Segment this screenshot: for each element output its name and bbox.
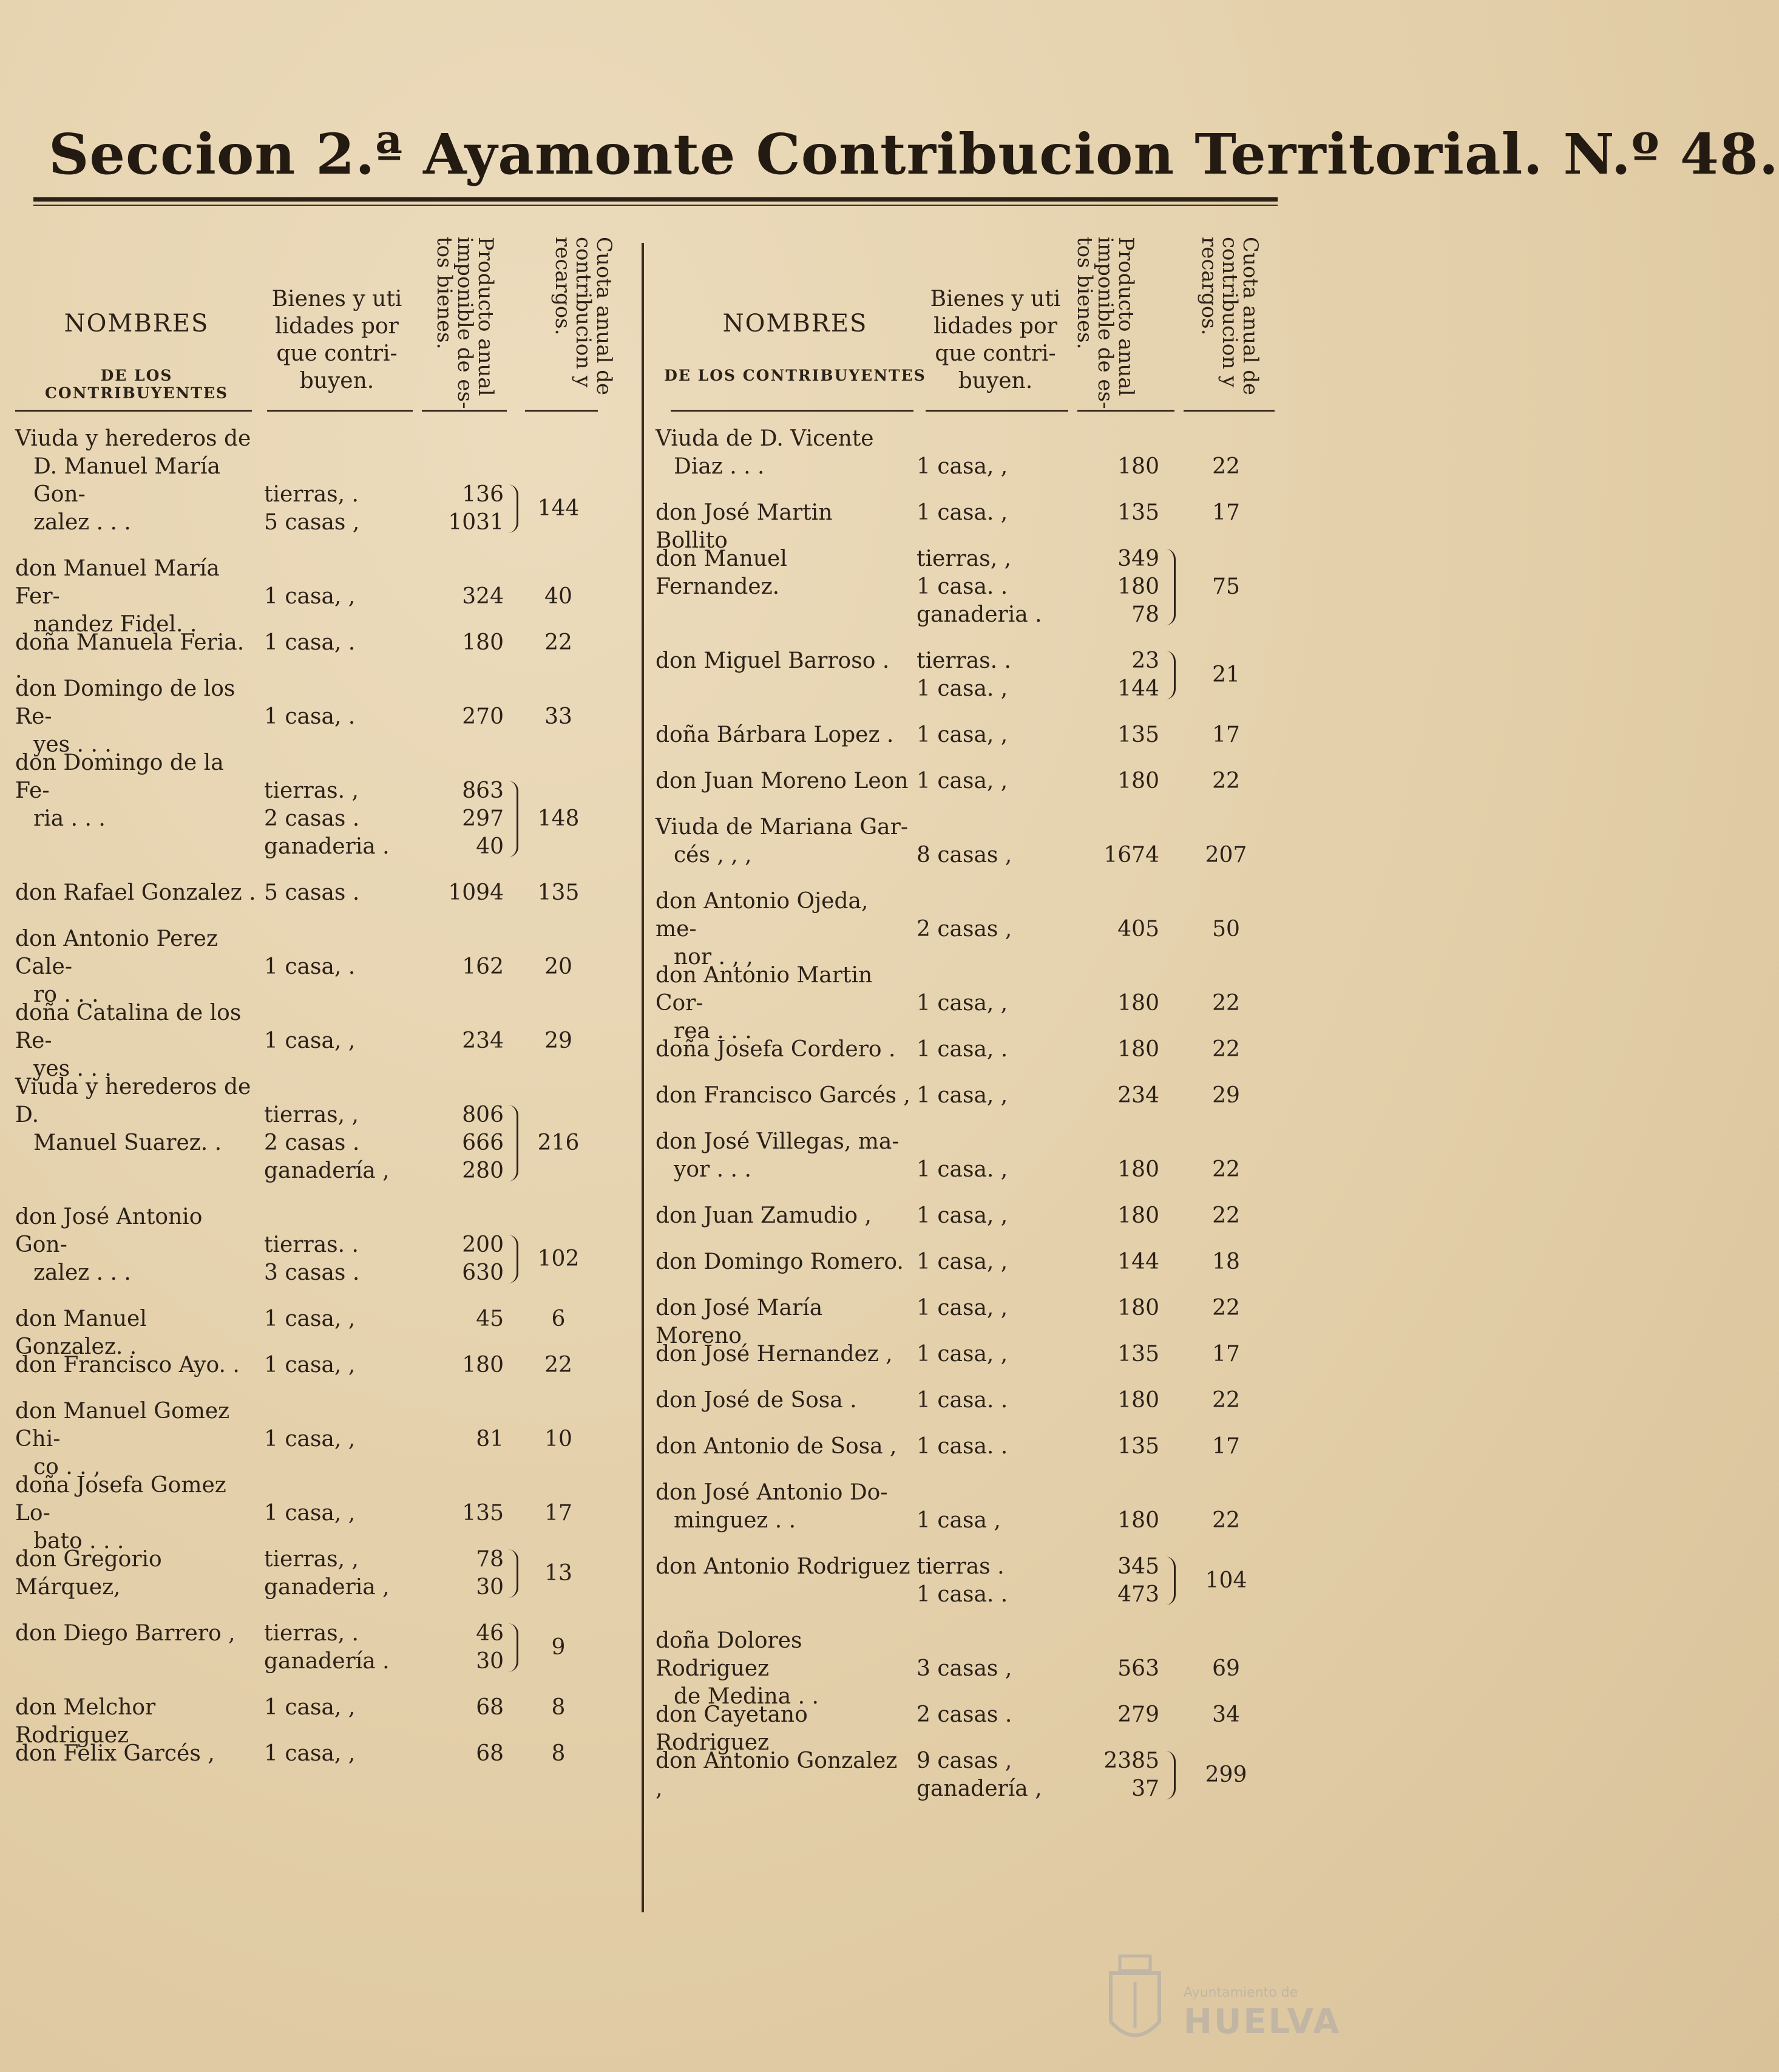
goods-cell: 1 casa. . xyxy=(917,1434,1008,1459)
producto-cell: 180 xyxy=(1117,769,1159,793)
cuota-cell: 20 xyxy=(544,954,572,979)
goods-cell: 1 casa, , xyxy=(264,1028,356,1053)
contributor-name: don Melchor Rodriguez xyxy=(15,1695,156,1748)
table-row xyxy=(656,1202,1308,1230)
table-row xyxy=(15,749,616,861)
header-producto: Producto anual imponible de es- tos bienes. xyxy=(1072,237,1138,409)
table-row xyxy=(15,629,616,683)
table-row xyxy=(15,555,616,637)
cuota-cell: 299 xyxy=(1205,1762,1247,1787)
producto-cell: 78 30 xyxy=(476,1547,504,1600)
contributor-name: don Juan Moreno Leon xyxy=(656,769,909,793)
cuota-cell: 50 xyxy=(1212,917,1240,942)
contributor-name: doña Bárbara Lopez . xyxy=(656,722,894,747)
contributor-name: don Felix Garcés , xyxy=(15,1741,215,1766)
contributor-name: don José Villegas, ma- yor . . . xyxy=(656,1129,900,1182)
cuota-cell: 10 xyxy=(544,1427,572,1452)
producto-cell: 806 666 280 xyxy=(462,1102,504,1183)
table-row xyxy=(656,814,1308,869)
producto-cell: 144 xyxy=(1117,1249,1159,1274)
table-row xyxy=(656,1248,1308,1276)
contributor-name: Viuda y herederos de D. Manuel Suarez. . xyxy=(15,1075,251,1155)
column-separator xyxy=(642,243,644,1912)
table-row xyxy=(15,1472,616,1554)
contributor-name: don Antonio de Sosa , xyxy=(656,1434,897,1459)
table-row xyxy=(15,675,616,757)
contributor-name: don Antonio Gonzalez , xyxy=(656,1748,898,1801)
contributor-name: don Antonio Rodriguez xyxy=(656,1554,910,1579)
cuota-cell: 8 xyxy=(551,1741,566,1766)
goods-cell: 3 casas , xyxy=(917,1656,1012,1681)
brace xyxy=(1165,549,1176,625)
right-column xyxy=(656,219,1308,1821)
goods-cell: tierras, . ganadería . xyxy=(264,1621,390,1674)
right-header xyxy=(656,219,1308,425)
goods-cell: 2 casas . xyxy=(917,1702,1012,1727)
producto-cell: 180 xyxy=(1117,1157,1159,1182)
left-column xyxy=(15,219,616,1786)
table-row xyxy=(656,1036,1308,1064)
cuota-cell: 22 xyxy=(1212,1203,1240,1228)
header-names: NOMBRES DE LOS CONTRIBUYENTES xyxy=(45,310,228,402)
producto-cell: 180 xyxy=(1117,454,1159,479)
table-row xyxy=(656,1701,1308,1755)
goods-cell: 1 casa, , xyxy=(917,1342,1008,1367)
goods-cell: 1 casa, . xyxy=(917,1037,1008,1062)
table-row xyxy=(15,999,616,1081)
right-rows xyxy=(656,425,1308,1803)
table-row xyxy=(656,1553,1308,1609)
left-rows xyxy=(15,425,616,1768)
contributor-name: doña Catalina de los Re- yes . . . xyxy=(15,1000,242,1081)
cuota-cell: 40 xyxy=(544,584,572,609)
table-row xyxy=(15,1203,616,1287)
producto-cell: 863 297 40 xyxy=(462,778,504,859)
table-row xyxy=(656,1294,1308,1348)
table-row xyxy=(656,425,1308,481)
contributor-name: Viuda y herederos de D. Manuel María Gon- zalez . . . xyxy=(15,426,251,535)
producto-cell: 68 xyxy=(476,1741,504,1766)
producto-cell: 180 xyxy=(462,630,504,655)
contributor-name: don Manuel Gomez Chi- co . . , xyxy=(15,1399,230,1479)
goods-cell: 1 casa. . xyxy=(917,1388,1008,1413)
producto-cell: 345 473 xyxy=(1117,1554,1159,1607)
producto-cell: 136 1031 xyxy=(448,482,504,535)
cuota-cell: 17 xyxy=(1212,1342,1240,1367)
contributor-name: Viuda de Mariana Gar- cés , , , xyxy=(656,815,909,868)
goods-cell: 1 casa, , xyxy=(264,584,356,609)
producto-cell: 68 xyxy=(476,1695,504,1720)
cuota-cell: 22 xyxy=(1212,1157,1240,1182)
producto-cell: 81 xyxy=(476,1427,504,1452)
producto-cell: 2385 37 xyxy=(1103,1748,1159,1801)
brace xyxy=(1165,651,1176,699)
table-row xyxy=(15,879,616,907)
producto-cell: 180 xyxy=(462,1353,504,1377)
seal-city: HUELVA xyxy=(1184,2002,1341,2042)
table-row xyxy=(656,1479,1308,1535)
goods-cell: 1 casa, , xyxy=(917,454,1008,479)
cuota-cell: 22 xyxy=(1212,1296,1240,1320)
header-cuota: Cuota anual de contribucion y recargos. xyxy=(1197,237,1262,396)
producto-cell: 135 xyxy=(1117,1434,1159,1459)
producto-cell: 180 xyxy=(1117,1037,1159,1062)
goods-cell: 1 casa. , xyxy=(917,1157,1008,1182)
table-row xyxy=(656,647,1308,703)
contributor-name: don José Antonio Do- minguez . . xyxy=(656,1480,888,1533)
cuota-cell: 22 xyxy=(1212,454,1240,479)
table-row xyxy=(656,499,1308,553)
producto-cell: 135 xyxy=(1117,1342,1159,1367)
title-rule xyxy=(33,197,1278,202)
contributor-name: don Antonio Martin Cor- rea . . . xyxy=(656,963,873,1044)
producto-cell: 1094 xyxy=(448,880,504,905)
goods-cell: 9 casas , ganadería , xyxy=(917,1748,1042,1801)
contributor-name: don José María Moreno xyxy=(656,1296,823,1348)
goods-cell: 2 casas , xyxy=(917,917,1012,942)
header-names: NOMBRES DE LOS CONTRIBUYENTES xyxy=(664,310,926,384)
producto-cell: 349 180 78 xyxy=(1117,546,1159,627)
contributor-name: don Miguel Barroso . xyxy=(656,648,890,673)
cuota-cell: 17 xyxy=(1212,722,1240,747)
contributor-name: don José Hernandez , xyxy=(656,1342,893,1367)
table-row xyxy=(15,1073,616,1185)
table-row xyxy=(15,1620,616,1676)
cuota-cell: 17 xyxy=(544,1501,572,1526)
brace xyxy=(508,1623,518,1672)
cuota-cell: 69 xyxy=(1212,1656,1240,1681)
left-header xyxy=(15,219,616,425)
contributor-name: Viuda de D. Vicente Diaz . . . xyxy=(656,426,874,479)
cuota-cell: 17 xyxy=(1212,1434,1240,1459)
cuota-cell: 144 xyxy=(537,496,580,521)
brace xyxy=(508,1235,518,1283)
cuota-cell: 216 xyxy=(537,1130,580,1155)
goods-cell: tierras, , 2 casas . ganadería , xyxy=(264,1102,390,1183)
producto-cell: 180 xyxy=(1117,1296,1159,1320)
cuota-cell: 22 xyxy=(1212,1037,1240,1062)
goods-cell: tierras. . 1 casa. , xyxy=(917,648,1011,701)
contributor-name: don José de Sosa . xyxy=(656,1388,857,1413)
goods-cell: 1 casa, . xyxy=(264,630,356,655)
producto-cell: 162 xyxy=(462,954,504,979)
header-bienes: Bienes y uti lidades por que contri- buyen. xyxy=(930,287,1061,393)
table-row xyxy=(656,1747,1308,1803)
brace xyxy=(508,1549,518,1598)
cuota-cell: 102 xyxy=(537,1246,580,1271)
cuota-cell: 22 xyxy=(1212,1508,1240,1533)
goods-cell: 1 casa, , xyxy=(264,1353,356,1377)
goods-cell: 1 casa, , xyxy=(917,1296,1008,1320)
brace xyxy=(1165,1751,1176,1799)
contributor-name: doña Dolores Rodriguez de Medina . . xyxy=(656,1628,819,1709)
cuota-cell: 22 xyxy=(1212,991,1240,1016)
cuota-cell: 34 xyxy=(1212,1702,1240,1727)
contributor-name: doña Manuela Feria. . xyxy=(15,630,245,683)
cuota-cell: 22 xyxy=(544,630,572,655)
goods-cell: tierras, , ganaderia , xyxy=(264,1547,390,1600)
contributor-name: don Manuel Gonzalez. . xyxy=(15,1306,147,1359)
table-row xyxy=(15,1351,616,1379)
coat-of-arms-icon xyxy=(1099,1949,1171,2052)
cuota-cell: 33 xyxy=(544,704,572,729)
cuota-cell: 8 xyxy=(551,1695,566,1720)
contributor-name: don Cayetano Rodriguez xyxy=(656,1702,808,1755)
contributor-name: don Domingo Romero. xyxy=(656,1249,904,1274)
table-row xyxy=(656,545,1308,629)
producto-cell: 135 xyxy=(462,1501,504,1526)
producto-cell: 200 630 xyxy=(462,1232,504,1285)
contributor-name: doña Josefa Gomez Lo- bato . . . xyxy=(15,1473,226,1554)
table-row xyxy=(15,1694,616,1748)
goods-cell: 1 casa. , xyxy=(917,500,1008,525)
goods-cell: 1 casa, . xyxy=(264,704,356,729)
brace xyxy=(1165,1557,1176,1605)
contributor-name: don Francisco Garcés , xyxy=(656,1083,910,1108)
producto-cell: 324 xyxy=(462,584,504,609)
brace xyxy=(508,781,518,857)
header-producto: Producto anual imponible de es- tos bienes. xyxy=(432,237,498,409)
cuota-cell: 207 xyxy=(1205,843,1247,868)
brace xyxy=(508,1105,518,1181)
goods-cell: 8 casas , xyxy=(917,843,1012,868)
cuota-cell: 22 xyxy=(1212,769,1240,793)
cuota-cell: 22 xyxy=(1212,1388,1240,1413)
table-row xyxy=(656,962,1308,1044)
producto-cell: 563 xyxy=(1117,1656,1159,1681)
contributor-name: don Juan Zamudio , xyxy=(656,1203,872,1228)
contributor-name: doña Josefa Cordero . xyxy=(656,1037,896,1062)
producto-cell: 180 xyxy=(1117,1203,1159,1228)
contributor-name: don Rafael Gonzalez . xyxy=(15,880,256,905)
goods-cell: 5 casas . xyxy=(264,880,360,905)
table-row xyxy=(656,888,1308,970)
goods-cell: 1 casa, , xyxy=(917,769,1008,793)
table-row xyxy=(15,1546,616,1602)
cuota-cell: 9 xyxy=(551,1635,566,1660)
table-row xyxy=(15,1305,616,1359)
cuota-cell: 13 xyxy=(544,1561,572,1586)
goods-cell: 1 casa, . xyxy=(264,954,356,979)
table-row xyxy=(656,767,1308,795)
huelva-seal xyxy=(1099,1949,1341,2058)
contributor-name: don Manuel María Fer- nandez Fidel. . xyxy=(15,556,220,637)
cuota-cell: 29 xyxy=(1212,1083,1240,1108)
goods-cell: 1 casa, , xyxy=(917,722,1008,747)
producto-cell: 234 xyxy=(1117,1083,1159,1108)
table-row xyxy=(656,1082,1308,1110)
table-row xyxy=(656,1433,1308,1461)
producto-cell: 234 xyxy=(462,1028,504,1053)
goods-cell: tierras. , 2 casas . ganaderia . xyxy=(264,778,390,859)
goods-cell: 1 casa , xyxy=(917,1508,1001,1533)
table-row xyxy=(15,1398,616,1479)
goods-cell: tierras. . 3 casas . xyxy=(264,1232,360,1285)
title-rule-thin xyxy=(33,205,1278,206)
goods-cell: tierras . 1 casa. . xyxy=(917,1554,1008,1607)
cuota-cell: 17 xyxy=(1212,500,1240,525)
table-row xyxy=(656,1340,1308,1368)
goods-cell: tierras, , 1 casa. . ganaderia . xyxy=(917,546,1042,627)
contributor-name: don Domingo de la Fe- ria . . . xyxy=(15,750,224,831)
goods-cell: 1 casa, , xyxy=(917,991,1008,1016)
table-row xyxy=(656,721,1308,749)
goods-cell: 1 casa, , xyxy=(264,1695,356,1720)
contributor-name: don Antonio Ojeda, me- nor . , , xyxy=(656,889,869,970)
producto-cell: 180 xyxy=(1117,1508,1159,1533)
contributor-name: don Domingo de los Re- yes . . . xyxy=(15,676,236,757)
contributor-name: don Francisco Ayo. . xyxy=(15,1353,240,1377)
producto-cell: 180 xyxy=(1117,991,1159,1016)
page-title: Seccion 2.ª Ayamonte Contribucion Territorial. N.º 48. xyxy=(49,121,1779,187)
contributor-name: don Diego Barrero , xyxy=(15,1621,236,1646)
producto-cell: 23 144 xyxy=(1117,648,1159,701)
goods-cell: tierras, . 5 casas , xyxy=(264,482,360,535)
contributor-name: don José Martin Bollito xyxy=(656,500,833,553)
goods-cell: 1 casa, , xyxy=(917,1203,1008,1228)
goods-cell: 1 casa, , xyxy=(264,1306,356,1331)
cuota-cell: 18 xyxy=(1212,1249,1240,1274)
table-row xyxy=(15,925,616,1007)
producto-cell: 180 xyxy=(1117,1388,1159,1413)
table-row xyxy=(15,425,616,537)
producto-cell: 405 xyxy=(1117,917,1159,942)
cuota-cell: 6 xyxy=(551,1306,566,1331)
contributor-name: don José Antonio Gon- zalez . . . xyxy=(15,1204,203,1285)
cuota-cell: 135 xyxy=(537,880,580,905)
goods-cell: 1 casa, , xyxy=(917,1249,1008,1274)
goods-cell: 1 casa, , xyxy=(917,1083,1008,1108)
seal-label: Ayuntamiento de xyxy=(1184,1985,1298,2000)
cuota-cell: 22 xyxy=(544,1353,572,1377)
contributor-name: don Manuel Fernandez. xyxy=(656,546,787,599)
table-row xyxy=(15,1740,616,1768)
brace xyxy=(508,484,518,533)
producto-cell: 135 xyxy=(1117,722,1159,747)
producto-cell: 135 xyxy=(1117,500,1159,525)
producto-cell: 1674 xyxy=(1103,843,1159,868)
producto-cell: 279 xyxy=(1117,1702,1159,1727)
producto-cell: 45 xyxy=(476,1306,504,1331)
cuota-cell: 21 xyxy=(1212,662,1240,687)
cuota-cell: 148 xyxy=(537,806,580,831)
producto-cell: 46 30 xyxy=(476,1621,504,1674)
header-cuota: Cuota anual de contribucion y recargos. xyxy=(551,237,616,396)
table-row xyxy=(656,1627,1308,1709)
goods-cell: 1 casa, , xyxy=(264,1501,356,1526)
cuota-cell: 29 xyxy=(544,1028,572,1053)
contributor-name: don Gregorio Márquez, xyxy=(15,1547,162,1600)
cuota-cell: 75 xyxy=(1212,574,1240,599)
table-row xyxy=(656,1387,1308,1415)
table-row xyxy=(656,1128,1308,1184)
cuota-cell: 104 xyxy=(1205,1568,1247,1593)
goods-cell: 1 casa, , xyxy=(264,1427,356,1452)
producto-cell: 270 xyxy=(462,704,504,729)
contributor-name: don Antonio Perez Cale- ro . . . xyxy=(15,926,218,1007)
goods-cell: 1 casa, , xyxy=(264,1741,356,1766)
header-bienes: Bienes y uti lidades por que contri- buyen. xyxy=(271,287,402,393)
